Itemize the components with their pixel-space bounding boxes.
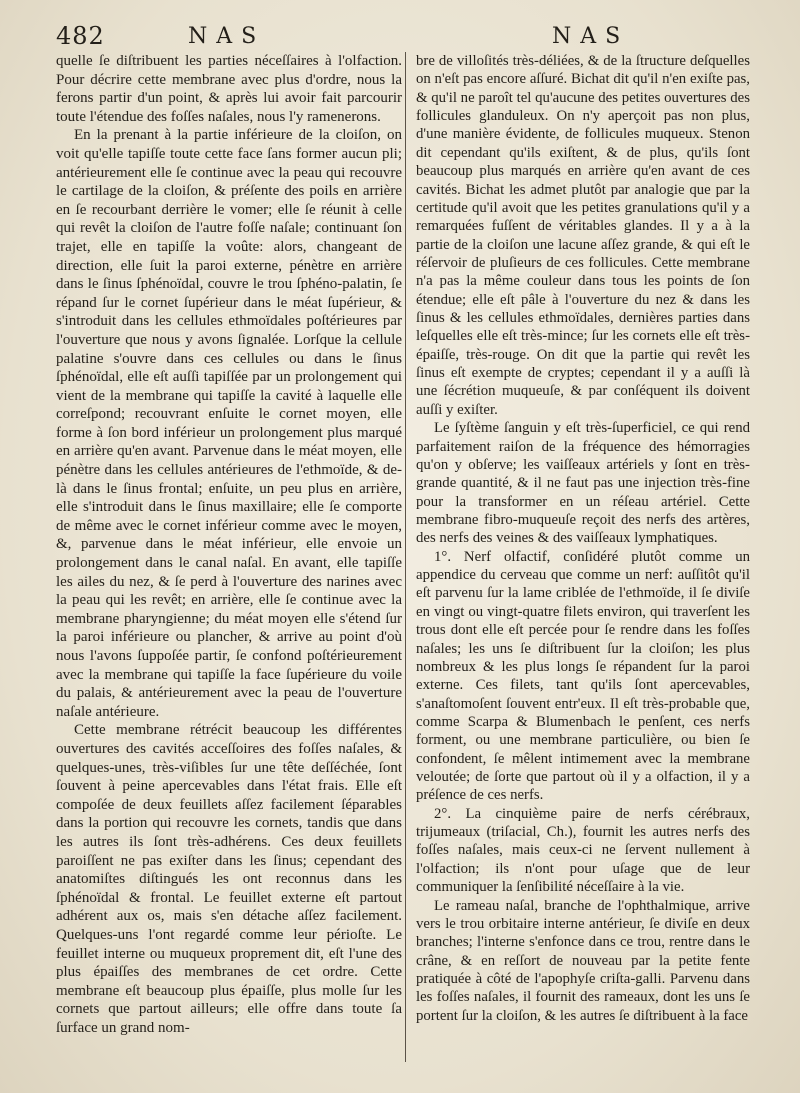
running-head	[0, 22, 800, 52]
page-number: 482	[56, 22, 105, 50]
paragraph: Le ſyſtème ſanguin y eſt très-ſuperficiel, ce qui rend parfaitement raiſon de la fréquence des hémorragies qu'on y obſerve; les vaiſſeaux artériels y ſont en très-grande quantité, & il ne faut pas une injection très-fine pour la transformer en un réſeau artériel. Cette membrane fibro-muqueuſe reçoit des nerfs des artères, des nerfs des veines & des vaiſſeaux lymphatiques.	[416, 420, 750, 547]
left-column	[56, 52, 402, 1037]
running-head-left: NAS	[188, 24, 266, 49]
paragraph: 1°. Nerf olfactif, conſidéré plutôt comme un appendice du cerveau que comme un nerf: auſſitôt qu'il eſt parvenu ſur la lame criblée de l'ethmoïde, il ſe diviſe en vingt ou vingt-quatre filets environ, qui traverſent les trous dont elle eſt percée pour ſe rendre dans les foſſes naſales; les uns ſe diſtribuent ſur la cloiſon; les plus nombreux & les plus longs ſe répandent ſur la paroi externe. Ces filets, tant qu'ils ſont apercevables, s'anaſtomoſent ſouvent entr'eux. Il eſt très-probable que, comme Scarpa & Blumenbach le penſent, ces nerfs forment, ou une membrane particulière, ou bien ſe confondent, ſe mêlent intimement avec la membrane veloutée; de ſorte que partout où il y a olfaction, il y a préſence de ces nerfs.	[416, 548, 750, 804]
paragraph: Le rameau naſal, branche de l'ophthalmique, arrive vers le trou orbitaire interne antérieur, ſe diviſe en deux branches; l'interne s'enfonce dans ce trou, rentre dans le crâne, & en reſſort de nouveau par la petite fente pratiquée à côté de l'apophyſe criſta-galli. Parvenu dans les foſſes naſales, il fournit des rameaux, dont les uns ſe portent ſur la cloiſon, & les autres ſe diſtribuent à la face	[416, 897, 750, 1024]
running-head-right: NAS	[552, 24, 630, 49]
paragraph: 2°. La cinquième paire de nerfs cérébraux, trijumeaux (triſacial, Ch.), fournit les autres nerfs des foſſes naſales, mais ceux-ci ne ſervent nullement à l'olfaction; ils n'ont pour uſage que de leur communiquer la ſenſibilité néceſſaire à la vie.	[416, 805, 750, 896]
column-rule	[405, 52, 406, 1062]
paragraph: En la prenant à la partie inférieure de la cloiſon, on voit qu'elle tapiſſe toute cette face ſans former aucun pli; antérieurement elle ſe continue avec la peau qui recouvre le cartilage de la cloiſon, & préſente des poils en arrière en ſe recourbant derrière le vomer; elle ſe réunit à celle qui revêt la cloiſon de l'autre foſſe naſale; continuant ſon trajet, elle en tapiſſe la voûte: alors, changeant de direction, elle ſuit la paroi externe, pénètre en arrière dans le ſinus ſphénoïdal, couvre le trou ſphéno-palatin, ſe répand ſur le cornet ſupérieur dans le méat ſupérieur, & s'introduit dans les cellules ethmoïdales poſtérieures par l'ouverture que nous y avons ſignalée. Lorſque la cellule palatine s'ouvre dans ces cellules ou dans le ſinus ſphénoïdal, elle eſt auſſi tapiſſée par un prolongement qui vient de la membrane qui tapiſſe la cavité à laquelle elle correſpond; recouvrant enſuite le cornet moyen, elle forme à ſon bord inférieur un prolongement plus marqué en arrière qu'en avant. Parvenue dans le méat moyen, elle pénètre dans les cellules antérieures de l'ethmoïde, & de-là dans le ſinus frontal; enſuite, un peu plus en arrière, elle s'introduit dans le ſinus maxillaire; elle ſe comporte de même avec le cornet inférieur comme avec le moyen, &, parvenue dans le méat inférieur, elle envoie un prolongement dans le canal naſal. En avant, elle tapiſſe les ailes du nez, & ſe perd à l'ouverture des narines avec la peau qui les revêt; en arrière, elle ſe continue avec la membrane pharyngienne; du méat moyen elle s'étend ſur la paroi inférieure ou plancher, & arrive au point d'où nous l'avons ſuppoſée partir, ſe confond poſtérieurement avec la membrane qui tapiſſe la face ſupérieure du voile du palais, & antérieurement avec la peau de l'ouverture naſale antérieure.	[56, 127, 402, 720]
right-column	[416, 52, 750, 1025]
paragraph: bre de villoſités très-déliées, & de la ſtructure deſquelles on n'eſt pas encore aſſuré. Bichat dit qu'il n'en exiſte pas, & qu'il ne paroît tel qu'aucune des petites ouvertures des follicules glanduleux. On n'y aperçoit pas non plus, d'une manière évidente, de follicules muqueux. Stenon dit cependant qu'ils exiſtent, & de plus, qu'ils ſont beaucoup plus marqués en arrière qu'en avant de ces cavités. Bichat les admet plutôt par analogie que par la certitude qu'il avoit que les petites granulations qu'il y a remarquées fuſſent de véritables glandes. Il y a à la partie de la cloiſon une lacune aſſez grande, & qui eſt le réſervoir de pluſieurs de ces follicules. Cette membrane n'a pas la même couleur dans tous les points de ſon étendue; elle eſt pâle à l'ouverture du nez & dans les ſinus & les cellules ethmoïdales, dernières parties dans leſquelles elle eſt très-mince; ſur les cornets elle eſt très-épaiſſe, très-rouge. On dit que la partie qui revêt les ſinus eſt exempte de cryptes; cependant il y a auſſi là une ſécrétion muqueuſe, & par conſéquent ils doivent auſſi y exiſter.	[416, 53, 750, 418]
paragraph: Cette membrane rétrécit beaucoup les différentes ouvertures des cavités acceſſoires des foſſes naſales, & quelques-unes, très-viſibles ſur une tête deſſéchée, ſont ſouvent à peine apercevables dans l'état frais. Elle eſt compoſée de deux feuillets aſſez facilement ſéparables dans la portion qui recouvre les cornets, tandis que dans les autres ils ſont très-adhérens. Ces deux feuillets paroiſſent ne pas exiſter dans les ſinus; cependant des anatomiſtes diſtingués les ont reconnus dans les ſphénoïdal & frontal. Le feuillet externe eſt partout adhérent aux os, mais s'en détache aſſez facilement. Quelques-uns l'ont regardé comme leur périoſte. Le feuillet interne ou muqueux proprement dit, eſt l'une des plus épaiſſes des membranes de cet ordre. Cette membrane eſt beaucoup plus épaiſſe, plus molle ſur les cornets que partout ailleurs; elle offre dans toute ſa ſurface un grand nom-	[56, 722, 402, 1036]
paragraph: quelle ſe diſtribuent les parties néceſſaires à l'olfaction. Pour décrire cette membrane avec plus d'ordre, nous la ferons partir d'un point, & après lui avoir fait parcourir toute l'étendue des foſſes naſales, nous l'y ramenerons.	[56, 53, 402, 125]
